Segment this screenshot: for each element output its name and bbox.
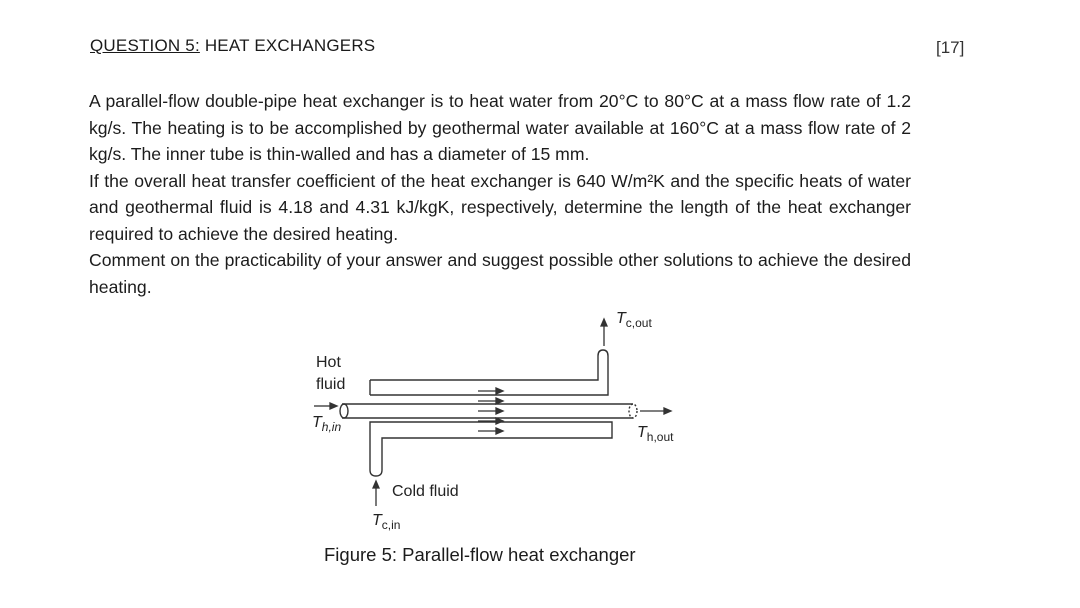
question-heading <box>90 36 375 56</box>
question-body <box>89 88 911 300</box>
figure-caption: Figure 5: Parallel-flow heat exchanger <box>324 544 636 565</box>
outer-shell-bottom <box>370 422 612 476</box>
t-h-out-subscript: h,out <box>646 430 674 445</box>
inner-tube-outlet-end <box>629 404 637 418</box>
paragraph-problem-statement: A parallel-flow double-pipe heat exchanger is to heat water from 20°C to 80°C at a mass flow rate of 1.2 kg/s. The heating is to be accomplished by geothermal water available at 160°C at a mass flow rate of 2 kg/s. The inner tube is thin-walled and has a diameter of 15 mm. <box>89 91 911 164</box>
t-c-out-subscript: c,out <box>625 316 652 331</box>
paragraph-comment: Comment on the practicability of your answer and suggest possible other solutions to achieve the desired heating. <box>89 250 911 297</box>
t-c-out-symbol: T <box>616 310 626 327</box>
t-c-in-subscript: c,in <box>381 518 401 533</box>
hot-fluid-label-line2: fluid <box>316 376 346 393</box>
paragraph-task: If the overall heat transfer coefficient of the heat exchanger is 640 W/m²K and the specific heats of water and geothermal fluid is 4.18 and 4.31 kJ/kgK, respectively, determine the length of the heat exchanger required to achieve the desired heating. <box>89 170 911 244</box>
t-h-in-subscript: h,in <box>321 420 342 435</box>
t-h-in-label <box>312 414 341 434</box>
inner-tube-inlet-end <box>340 404 348 418</box>
heat-exchanger-figure <box>290 300 710 550</box>
t-c-in-label <box>372 512 400 532</box>
cold-fluid-label: Cold fluid <box>392 483 459 500</box>
outlet-nozzle <box>370 350 608 395</box>
outer-shell-top <box>370 356 598 380</box>
question-title: HEAT EXCHANGERS <box>204 36 376 55</box>
question-number: QUESTION 5: <box>90 36 200 55</box>
t-h-in-symbol: T <box>312 414 322 431</box>
hot-fluid-label-line1: Hot <box>316 354 341 371</box>
t-c-in-symbol: T <box>372 512 382 529</box>
hot-fluid-label <box>316 352 345 396</box>
t-h-out-symbol: T <box>637 424 647 441</box>
t-h-out-label <box>637 424 673 444</box>
t-c-out-label <box>616 310 652 330</box>
marks-label: [17] <box>936 38 965 57</box>
